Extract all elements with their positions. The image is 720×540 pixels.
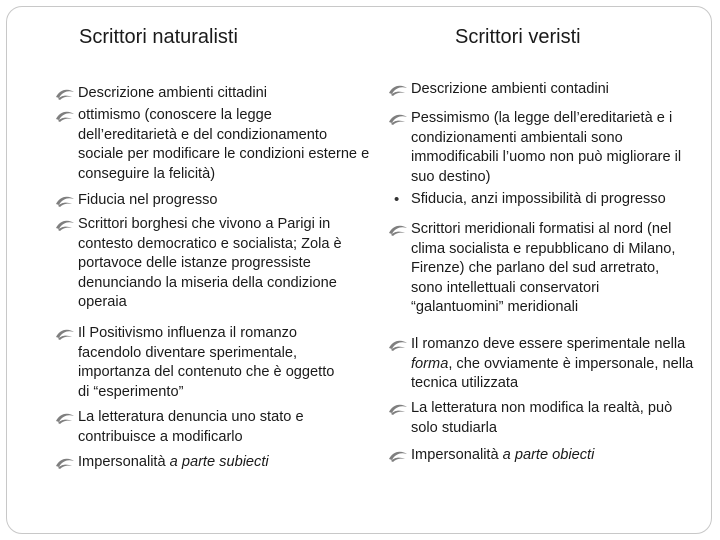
left-column-title: Scrittori naturalisti xyxy=(79,26,238,48)
left-item-1: Descrizione ambienti cittadini xyxy=(55,84,370,104)
left-item-2: ottimismo (conoscere la legge dell’ereditarietà e del condizionamento sociale per modificare le condizioni esterne e conseguire la felicità) xyxy=(55,106,370,184)
left-item-4: Scrittori borghesi che vivono a Parigi in contesto democratico e socialista; Zola è portavoce delle istanze progressiste denunciando la miseria della condizione operaia xyxy=(55,215,370,313)
swoosh-icon xyxy=(388,109,408,128)
right-item-6: La letteratura non modifica la realtà, può solo studiarla xyxy=(388,399,700,438)
left-item-5: Il Positivismo influenza il romanzo facendolo diventare sperimentale, importanza del contenuto che è oggetto di “esperimento” xyxy=(55,324,345,402)
dot-icon: • xyxy=(394,191,400,208)
swoosh-icon xyxy=(388,335,408,354)
swoosh-icon xyxy=(388,446,408,465)
right-column-title: Scrittori veristi xyxy=(455,26,581,48)
swoosh-icon xyxy=(388,399,408,418)
swoosh-icon xyxy=(55,324,75,343)
right-item-4: Scrittori meridionali formatisi al nord (nel clima socialista e repubblicano di Milano, Firenze) che parlano del sud arretrato, sono intellettuali conservatori “galantuomini” meridionali xyxy=(388,220,693,318)
swoosh-icon xyxy=(55,408,75,427)
swoosh-icon xyxy=(55,106,75,125)
swoosh-icon xyxy=(388,220,408,239)
left-item-6: La letteratura denuncia uno stato e contribuisce a modificarlo xyxy=(55,408,355,447)
swoosh-icon xyxy=(55,191,75,210)
right-item-1: Descrizione ambienti contadini xyxy=(388,80,703,100)
left-item-7: Impersonalità a parte subiecti xyxy=(55,453,355,473)
right-item-2: Pessimismo (la legge dell’ereditarietà e i condizionamenti ambientali sono immodificabili l’uomo non può migliorare il suo destino) xyxy=(388,109,700,187)
left-item-3: Fiducia nel progresso xyxy=(55,191,370,211)
right-item-7: Impersonalità a parte obiecti xyxy=(388,446,700,466)
right-item-5: Il romanzo deve essere sperimentale nella forma, che ovviamente è impersonale, nella tecnica utilizzata xyxy=(388,335,700,394)
swoosh-icon xyxy=(55,84,75,103)
right-item-3: • Sfiducia, anzi impossibilità di progresso xyxy=(394,191,666,208)
swoosh-icon xyxy=(55,453,75,472)
swoosh-icon xyxy=(388,80,408,99)
swoosh-icon xyxy=(55,215,75,234)
